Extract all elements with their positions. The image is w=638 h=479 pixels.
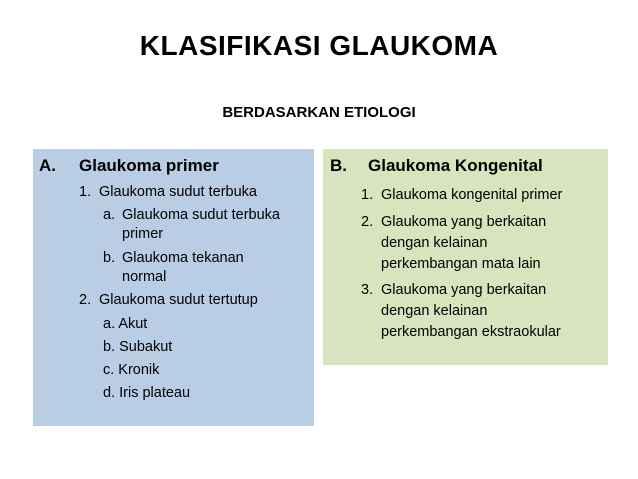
panel-a-letter: A. (39, 156, 56, 175)
list-item-text: Glaukoma sudut terbuka (99, 184, 257, 200)
slide-title: KLASIFIKASI GLAUKOMA (139, 30, 499, 61)
list-item (361, 213, 546, 231)
panel-b-letter: B. (330, 156, 347, 175)
list-item-continuation: dengan kelainan (381, 235, 488, 251)
list-item (361, 186, 562, 204)
list-item (79, 291, 258, 309)
list-item-continuation: perkembangan ekstraokular (381, 324, 561, 340)
subitem-continuation: primer (122, 226, 164, 242)
list-item-number: 1. (79, 184, 92, 200)
list-item (79, 183, 257, 201)
panel-b-heading (330, 155, 543, 176)
list-item (361, 281, 546, 299)
list-item-text: Glaukoma kongenital primer (381, 187, 563, 203)
list-subitem (103, 206, 280, 224)
subitem-text: Glaukoma tekanan (122, 250, 244, 266)
subitem-letter: a. (103, 207, 116, 223)
list-subitem: d. Iris plateau (103, 385, 191, 401)
list-item-number: 1. (361, 187, 374, 203)
list-subitem: a. Akut (103, 316, 148, 332)
list-item-continuation: dengan kelainan (381, 303, 488, 319)
list-item-number: 3. (361, 282, 374, 298)
subitem-letter: b. (103, 250, 116, 266)
list-item-text: Glaukoma sudut tertutup (99, 292, 258, 308)
panel-a-heading (39, 155, 219, 176)
subitem-continuation: normal (122, 269, 167, 285)
list-subitem (103, 249, 244, 267)
subitem-text: Glaukoma sudut terbuka (122, 207, 280, 223)
list-subitem: b. Subakut (103, 339, 173, 355)
panel-b-title: Glaukoma Kongenital (368, 156, 543, 175)
list-item-text: Glaukoma yang berkaitan (381, 282, 547, 298)
list-item-number: 2. (361, 214, 374, 230)
slide-subtitle: BERDASARKAN ETIOLOGI (222, 104, 416, 121)
panel-a-title: Glaukoma primer (79, 156, 219, 175)
primary-glaucoma-panel (33, 149, 314, 426)
congenital-glaucoma-panel (323, 149, 608, 365)
list-item-continuation: perkembangan mata lain (381, 256, 541, 272)
list-item-text: Glaukoma yang berkaitan (381, 214, 547, 230)
list-subitem: c. Kronik (103, 362, 160, 378)
list-item-number: 2. (79, 292, 92, 308)
